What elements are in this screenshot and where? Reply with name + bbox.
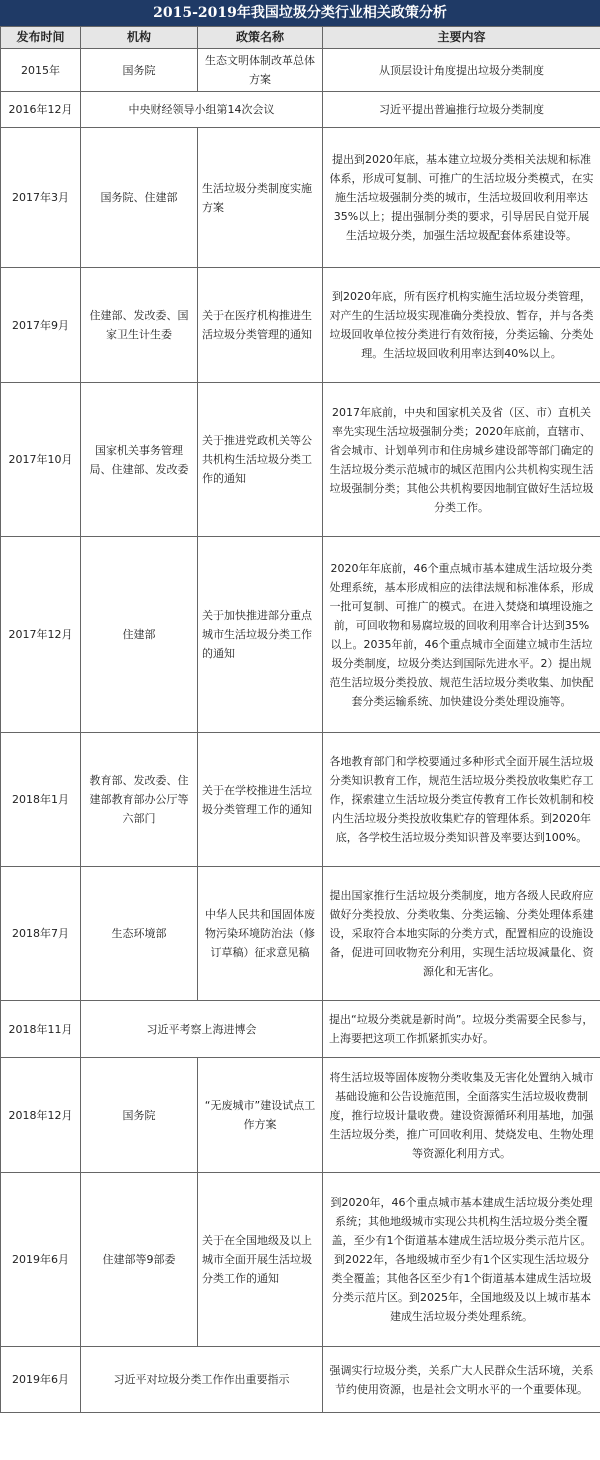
header-date: 发布时间: [1, 27, 81, 49]
cell-content: 将生活垃圾等固体废物分类收集及无害化处置纳入城市基础设施和公告设施范围，全面落实生活垃圾收费制度，推行垃圾计量收费。建设资源循环利用基地，加强生活垃圾分类，推广可回收利用、焚烧发电、生物处理等资源化利用方式。: [323, 1058, 600, 1173]
cell-date: 2018年1月: [1, 733, 81, 867]
cell-date: 2019年6月: [1, 1347, 81, 1413]
cell-org: 教育部、发改委、住建部教育部办公厅等六部门: [81, 733, 198, 867]
cell-policy: 关于在医疗机构推进生活垃圾分类管理的通知: [198, 268, 323, 383]
cell-date: 2018年11月: [1, 1001, 81, 1058]
cell-date: 2017年10月: [1, 383, 81, 537]
cell-merged: 中央财经领导小组第14次会议: [81, 92, 323, 128]
cell-content: 强调实行垃圾分类，关系广大人民群众生活环境，关系节约使用资源，也是社会文明水平的一个重要体现。: [323, 1347, 600, 1413]
cell-policy: 关于推进党政机关等公共机构生活垃圾分类工作的通知: [198, 383, 323, 537]
cell-org: 国务院、住建部: [81, 128, 198, 268]
cell-date: 2018年7月: [1, 867, 81, 1001]
cell-date: 2017年9月: [1, 268, 81, 383]
cell-content: 提出到2020年底，基本建立垃圾分类相关法规和标准体系，形成可复制、可推广的生活垃圾分类模式，在实施生活垃圾强制分类的城市，生活垃圾回收利用率达35%以上；提出强制分类的要求，引导居民自觉开展生活垃圾分类，加强生活垃圾配套体系建设等。: [323, 128, 600, 268]
cell-policy: 关于加快推进部分重点城市生活垃圾分类工作的通知: [198, 537, 323, 733]
header-policy: 政策名称: [198, 27, 323, 49]
table-row: [1, 1347, 600, 1413]
table-row: [1, 733, 600, 867]
cell-date: 2019年6月: [1, 1173, 81, 1347]
cell-content: 提出国家推行生活垃圾分类制度，地方各级人民政府应做好分类投放、分类收集、分类运输、分类处理体系建设，采取符合本地实际的分类方式，配置相应的设施设备，促进可回收物充分利用，实现生活垃圾减量化、资源化和无害化。: [323, 867, 600, 1001]
cell-policy: 中华人民共和国固体废物污染环境防治法（修订草稿）征求意见稿: [198, 867, 323, 1001]
table-row: [1, 49, 600, 92]
cell-policy: 关于在全国地级及以上城市全面开展生活垃圾分类工作的通知: [198, 1173, 323, 1347]
header-org: 机构: [81, 27, 198, 49]
table-row: [1, 268, 600, 383]
cell-org: 住建部等9部委: [81, 1173, 198, 1347]
cell-content: 2017年底前，中央和国家机关及省（区、市）直机关率先实现生活垃圾强制分类；2020年底前，直辖市、省会城市、计划单列市和住房城乡建设部等部门确定的生活垃圾分类示范城市的城区范围内公共机构实现生活垃圾强制分类；其他公共机构要因地制宜做好生活垃圾分类工作。: [323, 383, 600, 537]
cell-merged: 习近平考察上海进博会: [81, 1001, 323, 1058]
table-row: [1, 128, 600, 268]
cell-merged: 习近平对垃圾分类工作作出重要指示: [81, 1347, 323, 1413]
policy-table: [0, 26, 600, 1413]
table-row: [1, 1173, 600, 1347]
cell-date: 2018年12月: [1, 1058, 81, 1173]
cell-content: 2020年年底前，46个重点城市基本建成生活垃圾分类处理系统，基本形成相应的法律法规和标准体系，形成一批可复制、可推广的模式。在进入焚烧和填埋设施之前，可回收物和易腐垃圾的回收利用率合计达到35%以上。2035年前，46个重点城市全面建立城市生活垃圾分类制度，垃圾分类达到国际先进水平。2）提出规范生活垃圾分类投放、规范生活垃圾分类收集、加快配套分类运输系统、加快建设分类处理设施等。: [323, 537, 600, 733]
cell-content: 习近平提出普遍推行垃圾分类制度: [323, 92, 600, 128]
table-row: [1, 383, 600, 537]
cell-policy: “无废城市”建设试点工作方案: [198, 1058, 323, 1173]
table-title: 2015-2019年我国垃圾分类行业相关政策分析: [0, 0, 600, 26]
cell-date: 2017年3月: [1, 128, 81, 268]
cell-content: 到2020年，46个重点城市基本建成生活垃圾分类处理系统；其他地级城市实现公共机构生活垃圾分类全覆盖，至少有1个街道基本建成生活垃圾分类示范片区。到2022年，各地级城市至少有1个区实现生活垃圾分类全覆盖；其他各区至少有1个街道基本建成生活垃圾分类示范片区。到2025年，全国地级及以上城市基本建成生活垃圾分类处理系统。: [323, 1173, 600, 1347]
cell-policy: 关于在学校推进生活垃圾分类管理工作的通知: [198, 733, 323, 867]
cell-org: 生态环境部: [81, 867, 198, 1001]
cell-content: 提出“垃圾分类就是新时尚”。垃圾分类需要全民参与，上海要把这项工作抓紧抓实办好。: [323, 1001, 600, 1058]
header-content: 主要内容: [323, 27, 600, 49]
cell-org: 住建部: [81, 537, 198, 733]
cell-policy: 生活垃圾分类制度实施方案: [198, 128, 323, 268]
table-row: [1, 1058, 600, 1173]
table-row: [1, 867, 600, 1001]
cell-date: 2015年: [1, 49, 81, 92]
table-row: [1, 537, 600, 733]
cell-date: 2016年12月: [1, 92, 81, 128]
cell-org: 国务院: [81, 49, 198, 92]
cell-org: 国务院: [81, 1058, 198, 1173]
cell-content: 从顶层设计角度提出垃圾分类制度: [323, 49, 600, 92]
table-row: [1, 92, 600, 128]
table-row: [1, 1001, 600, 1058]
cell-content: 到2020年底，所有医疗机构实施生活垃圾分类管理，对产生的生活垃圾实现准确分类投放、暂存，并与各类垃圾回收单位按分类进行有效衔接，分类运输、分类处理。生活垃圾回收利用率达到40%以上。: [323, 268, 600, 383]
cell-org: 国家机关事务管理局、住建部、发改委: [81, 383, 198, 537]
cell-org: 住建部、发改委、国家卫生计生委: [81, 268, 198, 383]
cell-policy: 生态文明体制改革总体方案: [198, 49, 323, 92]
cell-content: 各地教育部门和学校要通过多种形式全面开展生活垃圾分类知识教育工作，规范生活垃圾分类投放收集贮存工作，探索建立生活垃圾分类宣传教育工作长效机制和校内生活垃圾分类投放收集贮存的管理体系。到2020年底，各学校生活垃圾分类知识普及率要达到100%。: [323, 733, 600, 867]
cell-date: 2017年12月: [1, 537, 81, 733]
header-row: [1, 27, 600, 49]
